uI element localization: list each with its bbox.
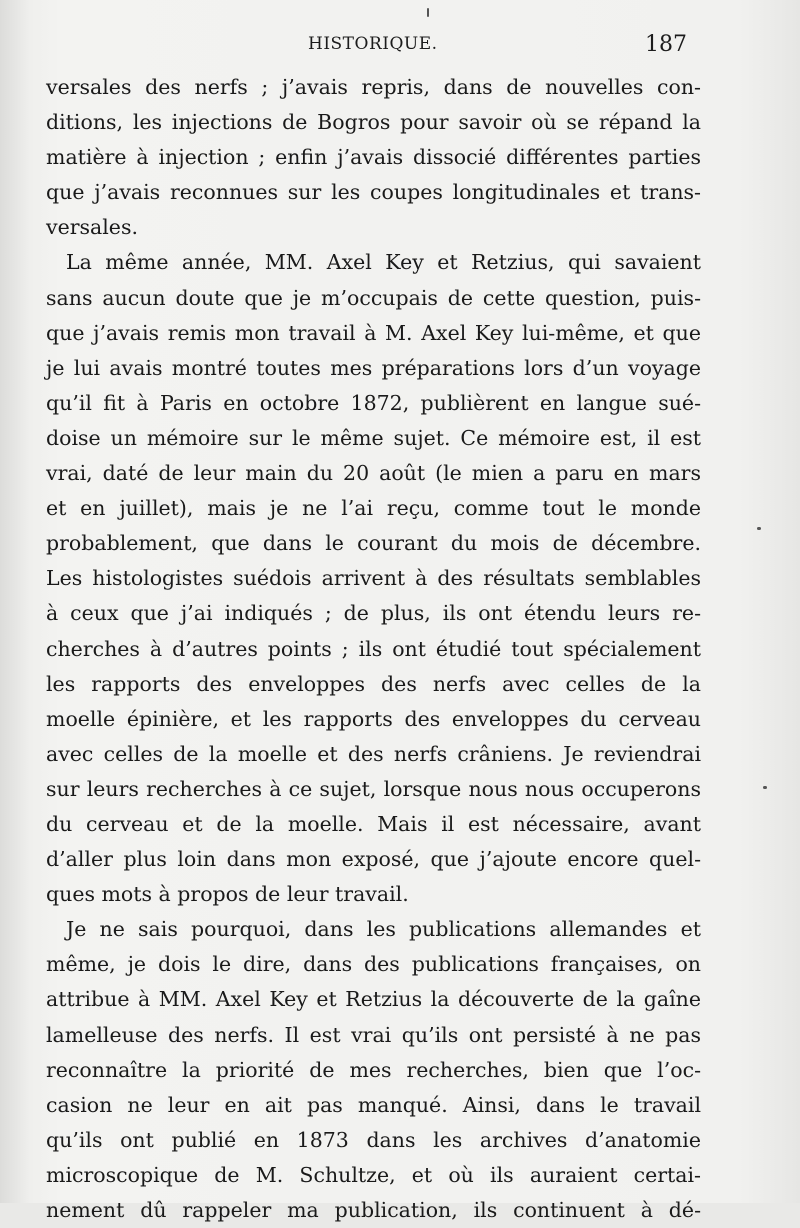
text-line: ditions, les injections de Bogros pour savoir où se répand la [46,110,701,135]
print-speck [427,8,429,17]
text-line: d’aller plus loin dans mon exposé, que j’ajoute encore quel- [46,847,701,872]
text-line: casion ne leur en ait pas manqué. Ainsi, dans le travail [46,1092,701,1117]
text-line: ques mots à propos de leur travail. [46,882,409,907]
text-line: à ceux que j’ai indiqués ; de plus, ils ont étendu leurs re- [46,601,701,626]
text-line: qu’il fit à Paris en octobre 1872, publièrent en langue sué- [46,390,701,415]
text-line: du cerveau et de la moelle. Mais il est nécessaire, avant [46,811,701,836]
running-head: HISTORIQUE. [308,34,438,54]
text-line: attribue à MM. Axel Key et Retzius la découverte de la gaîne [46,987,701,1012]
text-line: qu’ils ont publié en 1873 dans les archives d’anatomie [46,1127,701,1152]
text-line: La même année, MM. Axel Key et Retzius, qui savaient [66,250,701,275]
text-line: cherches à d’autres points ; ils ont étudié tout spécialement [46,636,701,661]
text-line: microscopique de M. Schultze, et où ils auraient certai- [46,1162,701,1187]
text-line: reconnaître la priorité de mes recherches, bien que l’oc- [46,1057,701,1082]
text-line: nement dû rappeler ma publication, ils continuent à dé- [46,1198,701,1222]
page-header [0,30,800,60]
text-line: sur leurs recherches à ce sujet, lorsque nous nous occuperons [46,776,701,801]
text-line: avec celles de la moelle et des nerfs crâniens. Je reviendrai [46,741,701,766]
page-number: 187 [645,32,687,57]
text-line: versales des nerfs ; j’avais repris, dans de nouvelles con- [46,75,701,99]
text-line: que j’avais reconnues sur les coupes longitudinales et trans- [46,180,701,205]
print-speck [763,786,767,789]
text-line: même, je dois le dire, dans des publications françaises, on [46,952,701,977]
text-line: et en juillet), mais je ne l’ai reçu, comme tout le monde [46,496,701,521]
text-line: Je ne sais pourquoi, dans les publications allemandes et [66,917,701,942]
print-speck [757,527,761,530]
text-line: vrai, daté de leur main du 20 août (le mien a paru en mars [46,461,701,486]
text-line: probablement, que dans le courant du mois de décembre. [46,531,701,556]
text-line: moelle épinière, et les rapports des enveloppes du cerveau [46,706,701,731]
text-line: les rapports des enveloppes des nerfs avec celles de la [46,671,701,696]
text-line: matière à injection ; enfin j’avais dissocié différentes parties [46,145,701,170]
text-line: sans aucun doute que je m’occupais de cette question, puis- [46,285,701,310]
text-line: versales. [46,215,138,240]
text-line: doise un mémoire sur le même sujet. Ce mémoire est, il est [46,425,701,450]
text-line: je lui avais montré toutes mes préparations lors d’un voyage [46,355,701,380]
text-line: lamelleuse des nerfs. Il est vrai qu’ils ont persisté à ne pas [46,1022,701,1047]
text-line: Les histologistes suédois arrivent à des résultats semblables [46,566,701,591]
text-line: que j’avais remis mon travail à M. Axel Key lui-même, et que [46,320,701,345]
body-text [46,70,701,1228]
